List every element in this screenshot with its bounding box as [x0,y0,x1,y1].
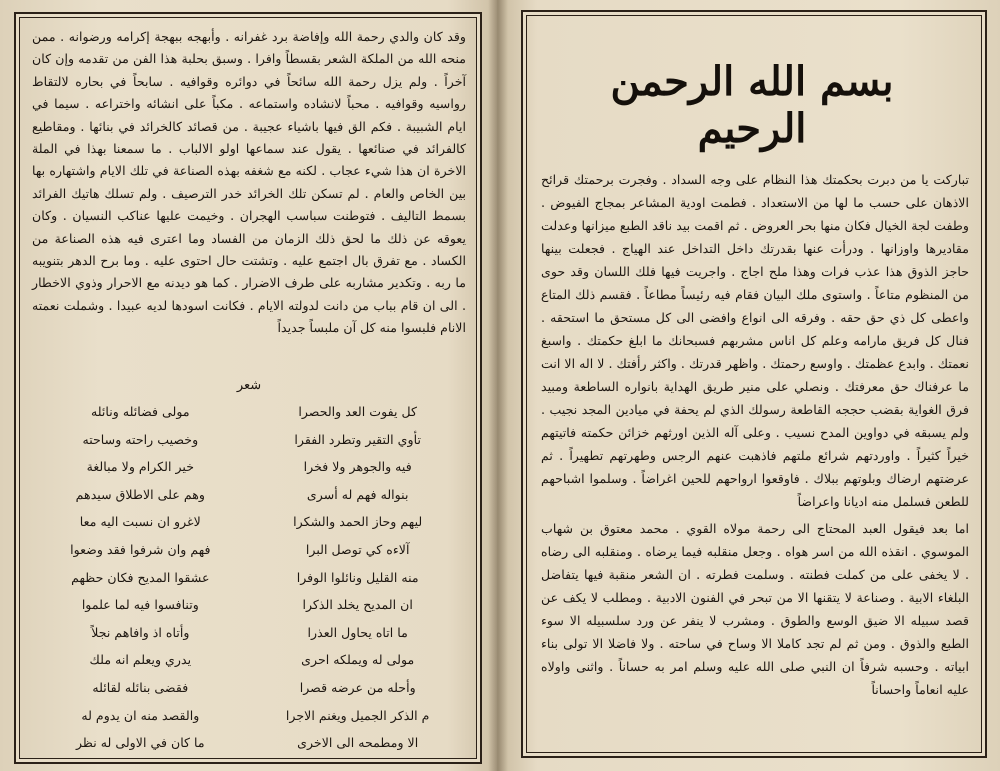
poem-verse [40,674,458,702]
verse-first-hemistich: آلاءه كي توصل البرا [305,541,410,557]
verse-second-hemistich: وتنافسوا فيه لما علموا [81,597,199,613]
right-page-prose [541,168,969,705]
verse-first-hemistich: ما اتاه يحاول العذرا [307,624,408,640]
poem-verse [40,591,458,619]
poem-verse [40,453,458,481]
verse-second-hemistich: لاغرو ان نسبت اليه معا [79,514,201,530]
verse-first-hemistich: تأوي التقير وتطرد الفقرا [294,431,421,447]
right-page [497,0,1000,771]
verse-first-hemistich: وأحله من عرضه قصرا [299,679,416,695]
verse-second-hemistich: خير الكرام ولا مبالغة [86,459,195,475]
verse-first-hemistich: كل يفوت العد والحصرا [298,404,418,419]
verse-first-hemistich: بنواله فهم له أسرى [306,486,409,502]
verse-second-hemistich: وهم على الاطلاق سيدهم [75,486,205,502]
poem-heading: شعر [236,378,262,393]
verse-first-hemistich: منه القليل ونائلوا الوفرا [296,569,419,585]
paragraph-intro: تباركت يا من دبرت بحكمتك هذا النظام على وجه السداد . وفجرت برحمتك قرائح الاذهان على حسب ما لها من الاستعداد . فطمت اودية المشاعر بمجاج الفيوض . وطفت لجة الخيال فكان منها بحر العروض . ثم اقمت بيد ناقد الطبع ميزانها وعدلت مقاديرها واوزانها . ودرأت عنها بقدرتك داخل التداخل عند الهياج . فجعلت بينها حاجز الذوق هذا عذب فرات وهذا ملح اجاج . واجريت فيها فلك اللسان وقد حوى من المنظوم متاعاً . واستوى ملك البيان فقام فيه رئيساً مطاعاً . فقسم ذلك المتاع واعطى كل ذي حق حقه . وفرقه الى انواع وافضى الى كل مستحق ما استحقه . فنال كل فريق مارامه وعلم كل اناس مشربهم فسبحانك ما ابلغ حكمتك . واسبغ نعمتك . وابدع عظمتك . واوسع رحمتك . واظهر قدرتك . واكثر رأفتك . لا اله الا انت ما عرفناك حق معرفتك . ونصلي على منير طريق الهداية بانواره الساطعة ومبيد فرق الغواية بقضب حججه القاطعة رسولك الذي لم يحفة في ميادين المجد نجيب . ولم يسبقه في دواوين المدح نسيب . وعلى آله الذين اورثهم خزائن حكمته فاتيتهم خيراً كثيراً . واوردتهم شرائع ملتهم فاذهبت عنهم الرجس وطهرتهم تطهيراً . ثم عرضتهم ارضاك وبلوتهم ببلاك . فاوقعوا ارواحهم للحين اغراضاً . وسلموا اشباحهم للطعن فسلمل منه اديانا واعراضاً [541,172,969,509]
poem-verse [40,398,458,426]
verse-first-hemistich: الا ومطمحه الى الاخرى [297,735,419,751]
left-page [0,0,497,771]
verse-first-hemistich: م الذكر الجميل ويغنم الاجرا [285,707,430,723]
basmala-heading: بسم الله الرحمن الرحيم [610,58,894,152]
verse-second-hemistich: وأتاه اذ وافاهم نجلاً [91,624,190,640]
poem-verse [40,536,458,564]
verse-second-hemistich: وخصيب راحته وساحته [82,431,199,447]
verse-first-hemistich: فيه والجوهر ولا فخرا [303,459,412,475]
poem-verse [40,481,458,509]
verse-second-hemistich: عشقوا المديح فكان حظهم [71,569,210,585]
poem-verse [40,426,458,454]
verse-first-hemistich: مولى له ويملكه احرى [301,652,415,668]
paragraph-amma-bad: اما بعد فيقول العبد المحتاج الى رحمة مولاه القوي . محمد معتوق بن شهاب الموسوي . انقذه الله من اسر هواه . وجعل منقلبه فيما يرضاه . ومنقلبه الى رضاه . لا يخفى على من كملت فطنته . وسلمت فطرته . ان الشعر منقبة فيها يتفاضل البلغاء الابية . وصناعة لا يتقنها الا من تبحر في الفنون الادبية . ومطلب لا يكف عن قصد سبيله الا ضيق الوسع والطوق . ومشرب لا ينفر عن ورد سلسبيله الا سوء الطبع والذوق . ومن ثم لم تجد كاملا الا وساح في ساحته . ولا فاضلا الا تولى بناء ابياته . وحسبه شرفاً ان النبي صلى الله عليه وسلم امر به حساناً . واثنى واولاه عليه انعاماً واحساناً [541,521,969,697]
poem-verse [40,646,458,674]
verse-second-hemistich: ما كان في الاولى له نظر [75,735,205,751]
poem-verse [40,702,458,730]
poem-verse [40,564,458,592]
verse-first-hemistich: ان المديح يخلد الذكرا [302,597,413,613]
verse-first-hemistich: ليهم وحاز الحمد والشكرا [293,514,423,530]
verse-second-hemistich: مولى فضائله ونائله [90,404,190,419]
poem-verse [40,508,458,536]
verse-second-hemistich: والقصد منه ان يدوم له [81,707,200,723]
verse-second-hemistich: يدري ويعلم انه ملك [89,652,192,668]
poem-verse [40,729,458,757]
book-gutter [488,0,508,771]
verse-second-hemistich: فهم وان شرفوا فقد وضعوا [70,541,211,557]
poem-verse [40,619,458,647]
poem-verses [40,398,458,757]
verse-second-hemistich: فقضى بنائله لقائله [92,679,189,695]
left-page-prose: وقد كان والدي رحمة الله وإفاضة برد غفرانه . وأبهجه ببهجة إكرامه ورضوانه . ممن منحه الله من الملكة الشعر بقسطاً وافرا . وسبق بحلبة هذا الفن من تقدمه وإن كان آخراً . ولم يزل رحمة الله سائحاً في دوائره وقوافيه . سابحاً في بحاره لالتقاط رواسيه وقوافيه . محباً لانشاده واستماعه . مكباً على انشائه واختراعه . سيما في ايام الشبيبة . فكم الق فيها باشياء عجيبة . من قصائد كالخرائد في بنائها . ومقاطيع كالفرائد في صنائعها . يقول عند سماعها اولو الالباب . ما سمعنا بهذا في الملة الاخرة ان هذا شيء عجاب . لكنه مع شغفه بهذه الصناعة في تلك الايام واشتهاره بها بين الخاص والعام . لم تسكن تلك الخرائد خدر الترصيف . ولم تسلك هاتيك الفرائد بسمط التاليف . فتوطنت سباسب الهجران . وخيمت عليها عناكب النسيان . وكان يعوقه عن ذلك ما لحق ذلك الزمان من الفساد وما اعترى فيه هذه الصناعة من الكساد . مع تفرق بال اجتمع عليه . وتشتت حال احتوى عليه . وما برح الدهر بتنويبه ما ربه . وتكدير مشاربه على طرف الاضرار . كما هو ديدنه مع الاحرار وذوي الاخطار . الى ان قام بباب من دانت لدولته الايام . فكانت اسودها لديه عبيدا . وشملت نعمته الانام فلبسوا منه كل آن ملبساً جديداً [32,29,467,336]
